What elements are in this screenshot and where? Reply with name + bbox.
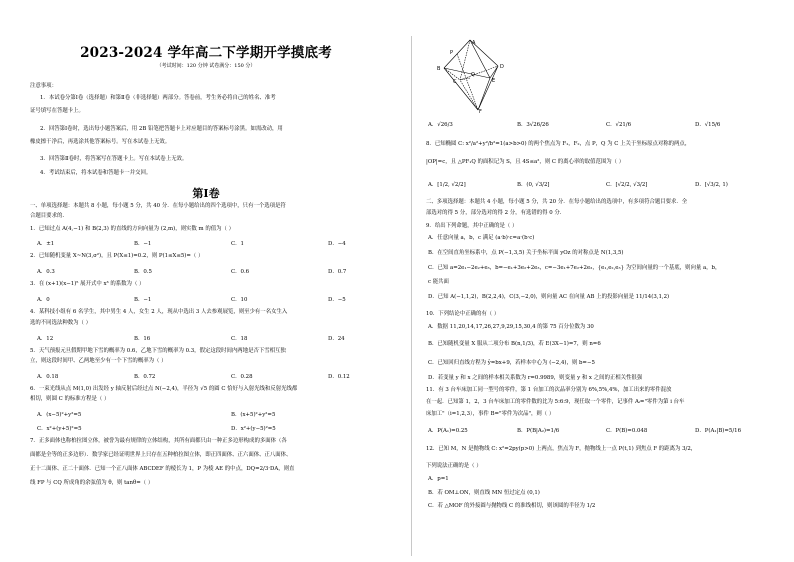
- q6-option-c: C．x²+(y+5)²=5: [37, 426, 82, 432]
- question-12-cont: 下列说法正确的是（ ）: [426, 463, 482, 469]
- right-column: [412, 0, 794, 562]
- question-6-cont: 相切，则圆 C 的标准方程是（ ）: [30, 396, 110, 402]
- octahedron-figure: [426, 38, 516, 113]
- q10-option-a: A．数据 11,20,14,17,26,27,9,29,15,30,4 的第 75 百分位数为 30: [428, 324, 594, 330]
- figure-label: C: [453, 79, 457, 85]
- q12-option-c: C．若 △MOF 的外接圆与抛物线 C 的准线相切，则该圆的半径为 1/2: [428, 503, 596, 509]
- q10-option-d: D．若变量 y 和 x 之间的样本相关系数为 r=0.9989，则变量 y 和 x 之间的正相关性很强: [428, 375, 643, 381]
- q9-option-a: A．任意向量 a，b，c 满足 (a·b)·c=a·(b·c): [428, 235, 535, 241]
- q6-option-d: D．x²+(y−5)²=5: [231, 426, 276, 432]
- q5-option-d: D．0.12: [328, 374, 350, 380]
- question-9: 9．给出下列命题，其中正确的是（ ）: [426, 223, 518, 229]
- notice-line: 4．考试结束后，将本试卷和答题卡一并交回。: [40, 170, 152, 176]
- q4-option-b: B．16: [134, 336, 151, 342]
- section-instructions: 合题目要求的.: [30, 213, 65, 219]
- q10-option-b: B．已知随机变量 X 服从二项分布 B(n,1/3)，若 E(3X−1)=7，则 n=6: [428, 341, 601, 347]
- question-3: 3．在 (x+1)(x−1)⁵ 展开式中 x³ 的系数为（ ）: [30, 281, 145, 287]
- q9-option-c-cont: c 能共面: [428, 279, 449, 285]
- q9-option-b: B．在空间直角坐标系中，点 P(−1,3,5) 关于坐标平面 yOz 的对称点是 N(1,3,5): [428, 250, 624, 256]
- q1-option-b: B．−1: [134, 241, 152, 247]
- q1-option-c: C．1: [231, 241, 244, 247]
- section-2-instructions: 部选对的得 5 分，部分选对的得 2 分，有选错的得 0 分．: [426, 210, 566, 216]
- section-instructions: 一、单项选择题：本题共 8 小题，每小题 5 分，共 40 分．在每小题给出的四个选项中，只有一个选项是符: [30, 203, 286, 209]
- question-5: 5．天气预报元旦假期甲地下雪的概率为 0.6，乙地下雪的概率为 0.3，假定这段时间内两地是否下雪相互独: [30, 348, 286, 354]
- question-10: 10．下列结论中正确的有（ ）: [426, 311, 500, 317]
- exam-subtitle: （考试时间：120 分钟 试卷满分：150 分）: [156, 63, 256, 69]
- notice-heading: 注意事项：: [30, 83, 57, 89]
- q3-option-b: B．−1: [134, 297, 152, 303]
- figure-label: Q: [471, 72, 475, 78]
- section-2-instructions: 二、多项选择题：本题共 4 小题，每小题 5 分，共 20 分．在每小题给出的选项中，有多项符合题目要求．全: [426, 199, 688, 205]
- q9-option-c: C．已知 a=2e₁−2e₂+e₃，b=−e₁+3e₂+2e₃，c=−3e₁+7e₂+2e₃，{e₁,e₂,e₃} 为空间向量的一个基底，则向量 a，b，: [428, 265, 721, 271]
- q2-option-b: B．0.5: [134, 269, 152, 275]
- q7-option-a: A．√26/3: [428, 122, 453, 128]
- figure-label: F: [479, 109, 482, 113]
- figure-label: A: [472, 40, 476, 46]
- q4-option-c: C．18: [231, 336, 248, 342]
- q1-option-a: A．±1: [37, 241, 55, 247]
- q7-option-d: D．√15/6: [695, 122, 721, 128]
- q1-option-d: D．−4: [328, 241, 346, 247]
- exam-title: 2023-2024 学年高二下学期开学摸底考: [80, 45, 332, 61]
- figure-label: B: [437, 66, 441, 72]
- question-7: 7．正多面体也称柏拉图立体，被誉为最有规律的立体结构，其所有面都只由一种正多边形构成的多面体（各: [30, 438, 287, 444]
- question-6: 6．一束光线从点 M(1,0) 出发经 y 轴反射后经过点 N(−2,4)，半径为 √5 的圆 C 恰好与入射光线和反射光线都: [30, 386, 298, 392]
- notice-line: 3．回答第Ⅱ卷时，将答案写在答题卡上。写在本试卷上无效。: [40, 156, 188, 162]
- q12-option-a: A．p=1: [428, 476, 449, 482]
- notice-line: 证号填写在答题卡上。: [30, 108, 84, 114]
- q11-option-b: B．P(B|A₂)=1/6: [517, 428, 560, 434]
- question-4: 4．某科技小组有 6 名学生，其中男生 4 人，女生 2 人，现从中选出 3 人去参观展览，则至少有一名女生入: [30, 309, 288, 315]
- section-heading: 第Ⅰ卷: [192, 187, 220, 200]
- question-2: 2．已知随机变量 X~N(3,σ²)，且 P(X≤1)=0.2，则 P(1≤X≤5)=（ ）: [30, 253, 204, 259]
- question-11-cont: 床加工"（i=1,2,3），事件 B="零件为次品"，则（ ）: [426, 411, 555, 417]
- q5-option-a: A．0.18: [37, 374, 59, 380]
- question-4-cont: 选的不同选法种数为（ ）: [30, 320, 92, 326]
- q11-option-d: D．P(A₁|B)=5/16: [695, 428, 741, 434]
- question-7-cont: 线 FP 与 CQ 所成角的余弦值为 θ，则 tanθ=（ ）: [30, 480, 154, 486]
- figure-label: E: [492, 78, 496, 84]
- q8-option-a: A．[1/2, √2/2]: [428, 182, 466, 188]
- q3-option-c: C．10: [231, 297, 248, 303]
- question-8: 8．已知椭圆 C: x²/a²+y²/b²=1(a>b>0) 的两个焦点为 F₁，F₂，点 P，Q 为 C 上关于坐标原点对称的两点，: [426, 141, 691, 147]
- q2-option-c: C．0.6: [231, 269, 250, 275]
- q8-option-c: C．[√2/2, √3/2]: [606, 182, 648, 188]
- q11-option-a: A．P(A₁)=0.25: [428, 428, 468, 434]
- figure-label: D: [500, 64, 504, 70]
- question-7-cont: 面都是全等的正多边形）．数学家已经证明世界上只存在五种柏拉图立体，即正四面体、正六面体、正八面体、: [30, 452, 292, 458]
- q7-option-b: B．3√26/26: [517, 122, 549, 128]
- q6-option-a: A．(x−5)²+y²=5: [37, 412, 82, 418]
- q3-option-d: D．−5: [328, 297, 346, 303]
- q5-option-b: B．0.72: [134, 374, 156, 380]
- q2-option-d: D．0.7: [328, 269, 347, 275]
- q8-option-d: D．[√3/2, 1): [695, 182, 728, 188]
- q6-option-b: B．(x+5)²+y²=5: [231, 412, 276, 418]
- question-11: 11．有 3 台车床加工同一型号的零件，第 1 台加工的次品率分别为 6%,5%,4%，加工出来的零件混放: [426, 387, 672, 393]
- q7-option-c: C．√21/6: [606, 122, 632, 128]
- q9-option-d: D．已知 A(−1,1,2)，B(2,2,4)，C(3,−2,0)，则向量 AC 在向量 AB 上的投影向量是 11/14(3,1,2): [428, 294, 670, 300]
- question-7-cont: 正十二面体、正二十面体．已知一个正八面体 ABCDEF 的棱长为 1，P 为棱 AE 的中点，DQ=2/3·DA，则直: [30, 466, 295, 472]
- q2-option-a: A．0.3: [37, 269, 55, 275]
- notice-line: 1．本试卷分第Ⅰ卷（选择题）和第Ⅱ卷（非选择题）两部分。答卷前，考生务必将自己的姓名、准考: [40, 95, 276, 101]
- q3-option-a: A．0: [37, 297, 50, 303]
- notice-line: 橡皮擦干净后，再选涂其他答案标号。写在本试卷上无效。: [30, 139, 171, 145]
- question-5-cont: 立，则这段时间甲、乙两地至少有一个下雪的概率为（ ）: [30, 358, 167, 364]
- q12-option-b: B．若 OM⊥ON，则直线 MN 恒过定点 (0,1): [428, 490, 540, 496]
- q11-option-c: C．P(B)=0.048: [606, 428, 648, 434]
- q8-option-b: B．(0, √3/2]: [517, 182, 550, 188]
- question-12: 12．已知 M，N 是抛物线 C: x²=2py(p>0) 上两点，焦点为 F，抛物线上一点 P(t,1) 到焦点 F 的距离为 3/2，: [426, 446, 697, 452]
- figure-label: P: [450, 50, 454, 56]
- q5-option-c: C．0.28: [231, 374, 253, 380]
- question-11-cont: 在一起．已知第 1，2，3 台车床加工的零件数的比为 5:6:9，现任取一个零件，记事件 Aᵢ="零件为第 i 台车: [426, 399, 685, 405]
- q4-option-d: D．24: [328, 336, 345, 342]
- question-1: 1．已知过点 A(4,−1) 和 B(2,3) 的直线的方向向量为 (2,m)，则实数 m 的值为（ ）: [30, 226, 235, 232]
- notice-line: 2．回答第Ⅰ卷时，选出每小题答案后，用 2B 铅笔把答题卡上对应题目的答案标号涂黑。如需改动，用: [40, 126, 283, 132]
- question-8-cont: |OP|=c，且 △PF₁Q 的面积记为 S，且 4S≤a²，则 C 的离心率的取值范围为（ ）: [426, 159, 625, 165]
- q4-option-a: A．12: [37, 336, 54, 342]
- q10-option-c: C．已知回归直线方程为 ŷ=bx+9，若样本中心为 (−2,4)，则 b=−5: [428, 360, 595, 366]
